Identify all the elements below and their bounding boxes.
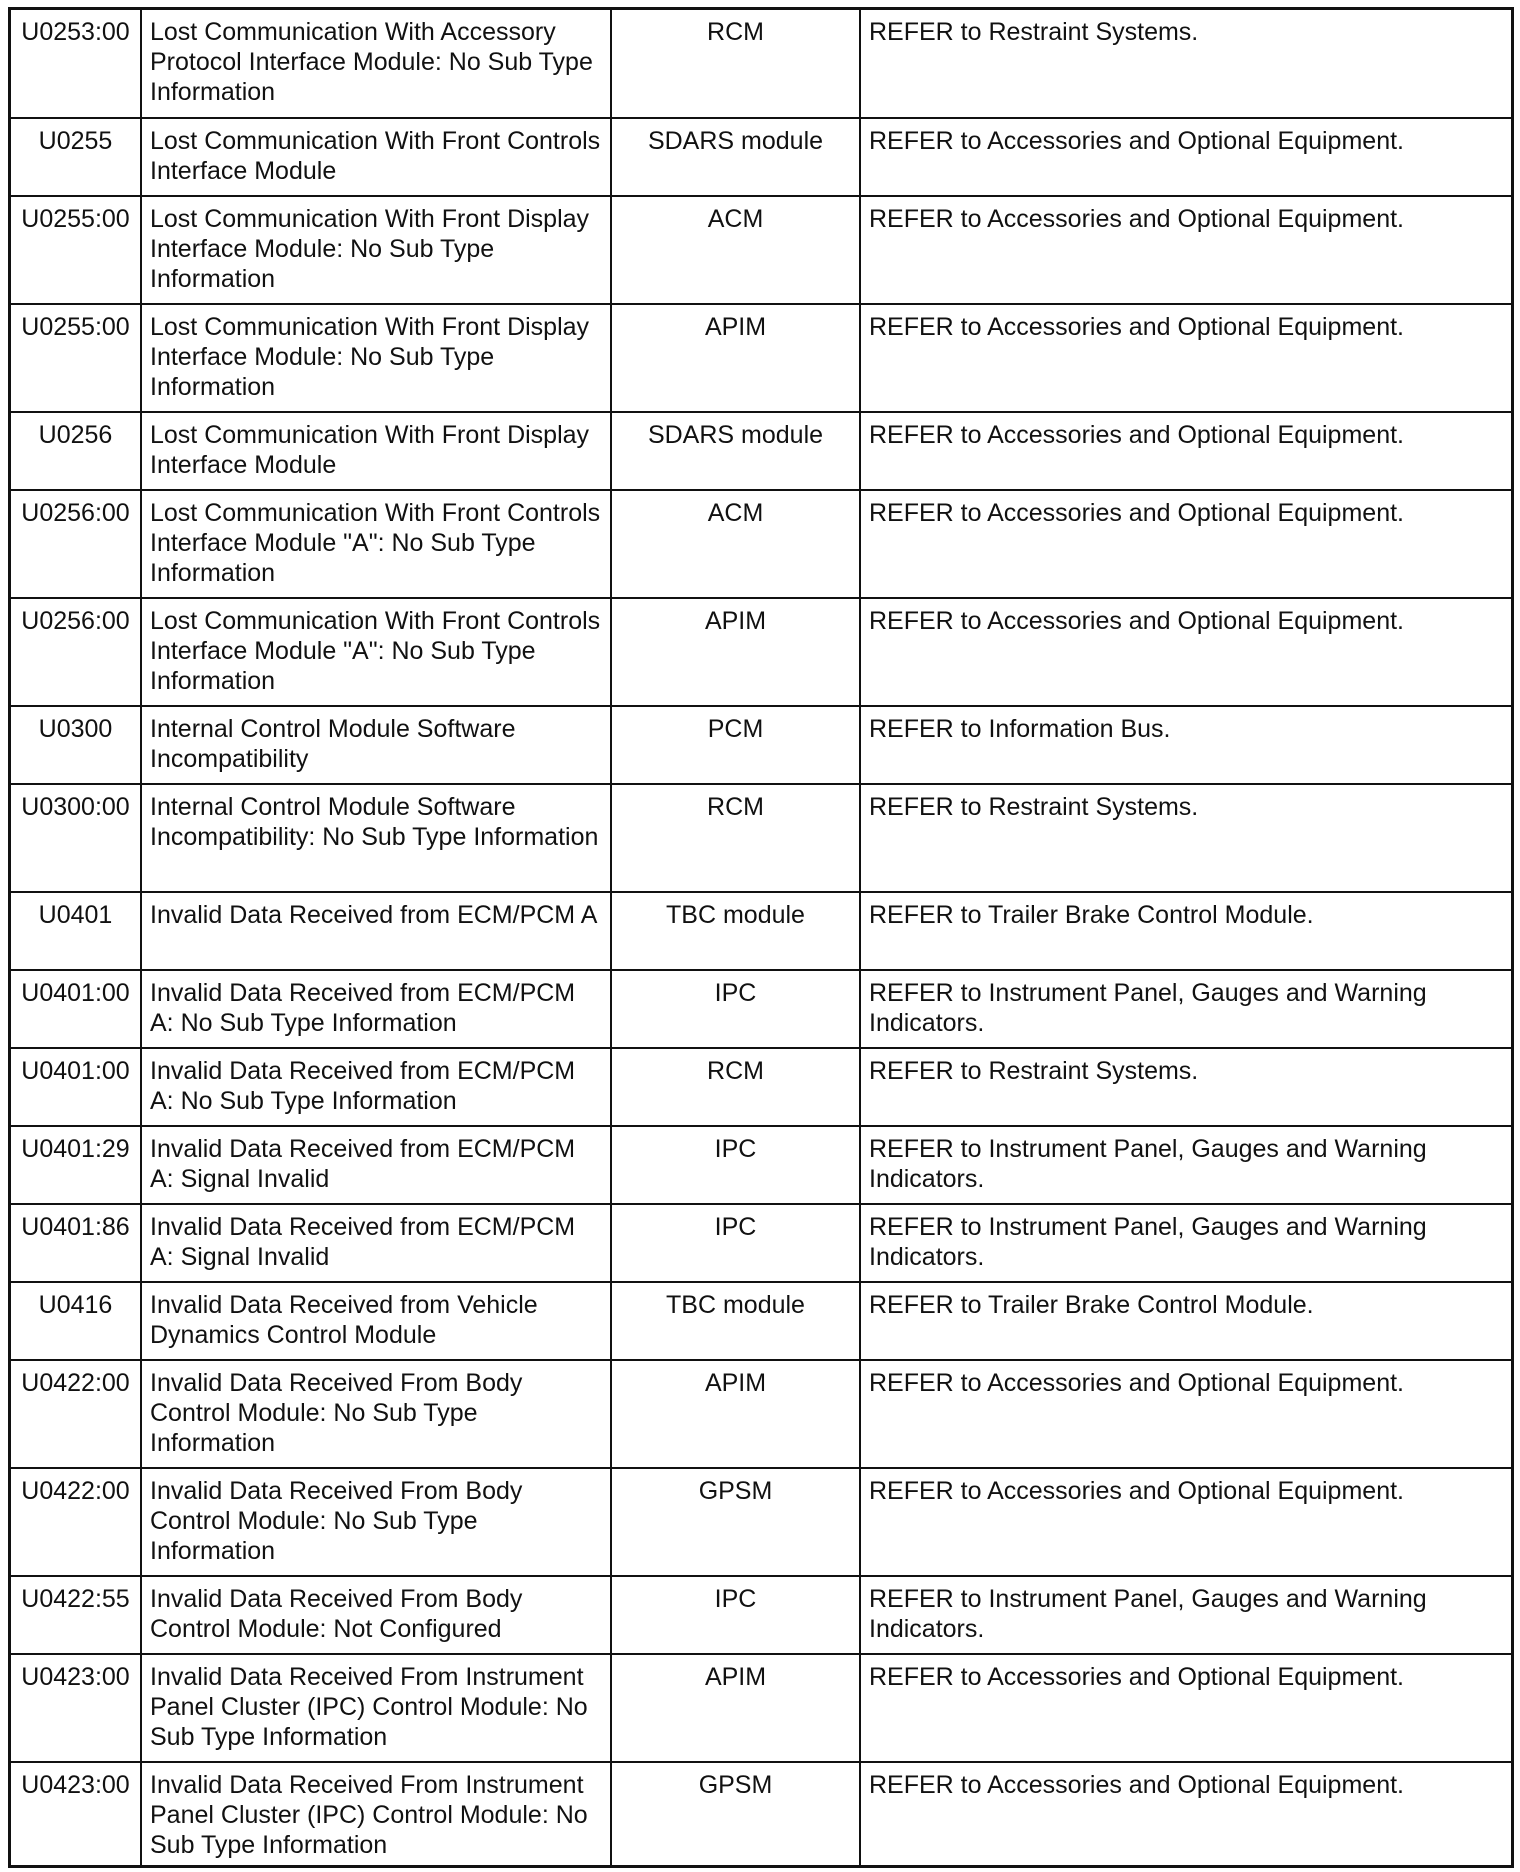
dtc-description: Invalid Data Received from ECM/PCM A bbox=[141, 892, 611, 970]
table-row bbox=[11, 1762, 1511, 1866]
dtc-description: Lost Communication With Front Display Interface Module: No Sub Type Information bbox=[141, 304, 611, 412]
table-row bbox=[11, 706, 1511, 784]
table-row bbox=[11, 10, 1511, 118]
table-row bbox=[11, 970, 1511, 1048]
dtc-action: REFER to Accessories and Optional Equipment. bbox=[860, 412, 1511, 490]
dtc-module: IPC bbox=[611, 970, 860, 1048]
dtc-code: U0256 bbox=[11, 412, 141, 490]
dtc-module: APIM bbox=[611, 598, 860, 706]
table-row bbox=[11, 1654, 1511, 1762]
table-row bbox=[11, 1126, 1511, 1204]
table-row bbox=[11, 490, 1511, 598]
dtc-module: RCM bbox=[611, 10, 860, 118]
dtc-action: REFER to Trailer Brake Control Module. bbox=[860, 1282, 1511, 1360]
table-row bbox=[11, 1360, 1511, 1468]
table-row bbox=[11, 304, 1511, 412]
dtc-code: U0401 bbox=[11, 892, 141, 970]
dtc-description: Invalid Data Received from ECM/PCM A: Signal Invalid bbox=[141, 1126, 611, 1204]
dtc-description: Invalid Data Received From Body Control Module: Not Configured bbox=[141, 1576, 611, 1654]
dtc-action: REFER to Accessories and Optional Equipment. bbox=[860, 196, 1511, 304]
dtc-module: RCM bbox=[611, 784, 860, 892]
table-row bbox=[11, 412, 1511, 490]
dtc-action: REFER to Accessories and Optional Equipment. bbox=[860, 598, 1511, 706]
dtc-action: REFER to Accessories and Optional Equipment. bbox=[860, 490, 1511, 598]
dtc-description: Invalid Data Received From Body Control Module: No Sub Type Information bbox=[141, 1468, 611, 1576]
dtc-module: TBC module bbox=[611, 892, 860, 970]
dtc-table-container bbox=[8, 7, 1514, 1868]
dtc-module: TBC module bbox=[611, 1282, 860, 1360]
dtc-code: U0423:00 bbox=[11, 1762, 141, 1866]
dtc-module: IPC bbox=[611, 1204, 860, 1282]
dtc-module: IPC bbox=[611, 1576, 860, 1654]
dtc-action: REFER to Accessories and Optional Equipment. bbox=[860, 118, 1511, 196]
table-row bbox=[11, 892, 1511, 970]
dtc-action: REFER to Restraint Systems. bbox=[860, 784, 1511, 892]
dtc-description: Invalid Data Received From Instrument Panel Cluster (IPC) Control Module: No Sub Type Information bbox=[141, 1762, 611, 1866]
dtc-code: U0253:00 bbox=[11, 10, 141, 118]
dtc-code: U0255:00 bbox=[11, 304, 141, 412]
dtc-description: Lost Communication With Front Display Interface Module bbox=[141, 412, 611, 490]
dtc-action: REFER to Restraint Systems. bbox=[860, 10, 1511, 118]
dtc-code: U0401:29 bbox=[11, 1126, 141, 1204]
dtc-module: PCM bbox=[611, 706, 860, 784]
dtc-action: REFER to Trailer Brake Control Module. bbox=[860, 892, 1511, 970]
dtc-action: REFER to Instrument Panel, Gauges and Warning Indicators. bbox=[860, 1204, 1511, 1282]
table-row bbox=[11, 598, 1511, 706]
dtc-action: REFER to Instrument Panel, Gauges and Warning Indicators. bbox=[860, 1126, 1511, 1204]
dtc-description: Lost Communication With Front Controls Interface Module "A": No Sub Type Information bbox=[141, 490, 611, 598]
dtc-module: APIM bbox=[611, 1360, 860, 1468]
dtc-action: REFER to Instrument Panel, Gauges and Warning Indicators. bbox=[860, 970, 1511, 1048]
dtc-code: U0300 bbox=[11, 706, 141, 784]
dtc-action: REFER to Restraint Systems. bbox=[860, 1048, 1511, 1126]
dtc-module: APIM bbox=[611, 304, 860, 412]
dtc-module: SDARS module bbox=[611, 118, 860, 196]
dtc-code: U0255 bbox=[11, 118, 141, 196]
dtc-description: Lost Communication With Front Controls Interface Module "A": No Sub Type Information bbox=[141, 598, 611, 706]
dtc-action: REFER to Accessories and Optional Equipment. bbox=[860, 1468, 1511, 1576]
dtc-description: Invalid Data Received from ECM/PCM A: No Sub Type Information bbox=[141, 1048, 611, 1126]
dtc-action: REFER to Accessories and Optional Equipment. bbox=[860, 1360, 1511, 1468]
dtc-description: Invalid Data Received From Instrument Panel Cluster (IPC) Control Module: No Sub Type Information bbox=[141, 1654, 611, 1762]
dtc-code: U0300:00 bbox=[11, 784, 141, 892]
dtc-description: Lost Communication With Front Controls Interface Module bbox=[141, 118, 611, 196]
dtc-code: U0422:55 bbox=[11, 1576, 141, 1654]
dtc-code: U0401:00 bbox=[11, 970, 141, 1048]
table-row bbox=[11, 196, 1511, 304]
dtc-description: Invalid Data Received from ECM/PCM A: Signal Invalid bbox=[141, 1204, 611, 1282]
dtc-code: U0422:00 bbox=[11, 1360, 141, 1468]
table-row bbox=[11, 1576, 1511, 1654]
dtc-module: IPC bbox=[611, 1126, 860, 1204]
table-row bbox=[11, 1282, 1511, 1360]
dtc-code: U0255:00 bbox=[11, 196, 141, 304]
dtc-description: Internal Control Module Software Incompatibility bbox=[141, 706, 611, 784]
table-row bbox=[11, 118, 1511, 196]
dtc-description: Invalid Data Received from ECM/PCM A: No Sub Type Information bbox=[141, 970, 611, 1048]
dtc-description: Internal Control Module Software Incompatibility: No Sub Type Information bbox=[141, 784, 611, 892]
dtc-module: ACM bbox=[611, 196, 860, 304]
table-row bbox=[11, 1048, 1511, 1126]
dtc-action: REFER to Accessories and Optional Equipment. bbox=[860, 304, 1511, 412]
dtc-code: U0416 bbox=[11, 1282, 141, 1360]
dtc-table bbox=[11, 10, 1511, 1866]
dtc-description: Invalid Data Received from Vehicle Dynamics Control Module bbox=[141, 1282, 611, 1360]
dtc-module: GPSM bbox=[611, 1762, 860, 1866]
dtc-action: REFER to Accessories and Optional Equipment. bbox=[860, 1762, 1511, 1866]
dtc-code: U0422:00 bbox=[11, 1468, 141, 1576]
table-row bbox=[11, 1468, 1511, 1576]
dtc-description: Lost Communication With Accessory Protocol Interface Module: No Sub Type Information bbox=[141, 10, 611, 118]
dtc-code: U0423:00 bbox=[11, 1654, 141, 1762]
dtc-description: Lost Communication With Front Display Interface Module: No Sub Type Information bbox=[141, 196, 611, 304]
dtc-code: U0256:00 bbox=[11, 490, 141, 598]
dtc-action: REFER to Information Bus. bbox=[860, 706, 1511, 784]
dtc-code: U0256:00 bbox=[11, 598, 141, 706]
dtc-action: REFER to Instrument Panel, Gauges and Warning Indicators. bbox=[860, 1576, 1511, 1654]
dtc-module: GPSM bbox=[611, 1468, 860, 1576]
table-row bbox=[11, 1204, 1511, 1282]
dtc-module: SDARS module bbox=[611, 412, 860, 490]
dtc-module: ACM bbox=[611, 490, 860, 598]
dtc-description: Invalid Data Received From Body Control Module: No Sub Type Information bbox=[141, 1360, 611, 1468]
dtc-action: REFER to Accessories and Optional Equipment. bbox=[860, 1654, 1511, 1762]
dtc-code: U0401:86 bbox=[11, 1204, 141, 1282]
dtc-module: RCM bbox=[611, 1048, 860, 1126]
dtc-module: APIM bbox=[611, 1654, 860, 1762]
table-row bbox=[11, 784, 1511, 892]
dtc-code: U0401:00 bbox=[11, 1048, 141, 1126]
